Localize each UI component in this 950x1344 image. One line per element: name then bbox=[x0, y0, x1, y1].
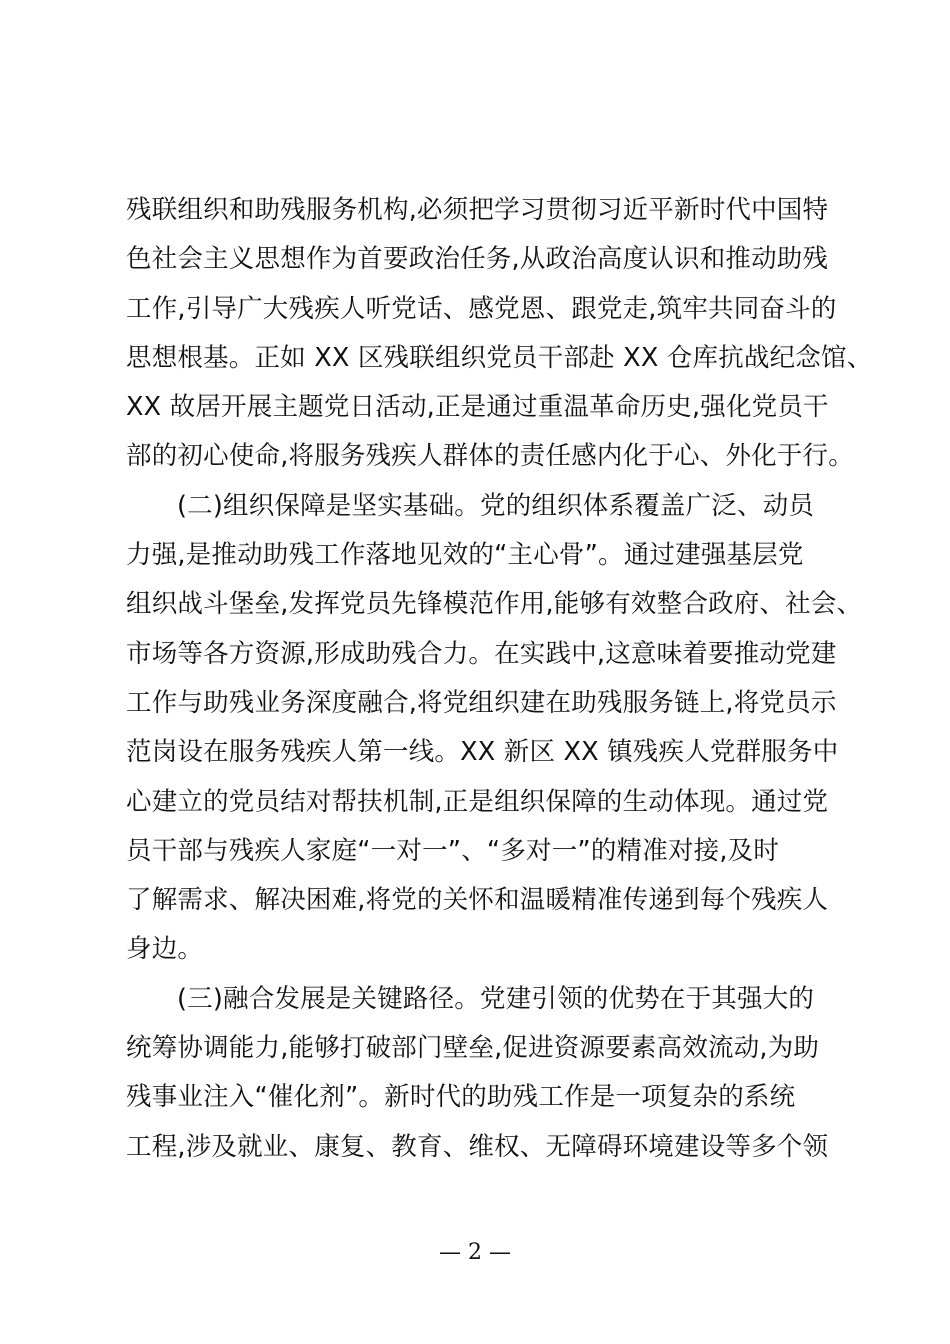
text-line: (三)融合发展是关键路径。党建引领的优势在于其强大的 bbox=[177, 983, 815, 1014]
text-line: 思想根基。正如 XX 区残联组织党员干部赴 XX 仓库抗战纪念馆、 bbox=[126, 342, 873, 373]
text-line: 组织战斗堡垒,发挥党员先锋模范作用,能够有效整合政府、社会、 bbox=[126, 589, 863, 620]
text-line: 心建立的党员结对帮扶机制,正是组织保障的生动体现。通过党 bbox=[126, 786, 829, 817]
text-line: 统筹协调能力,能够打破部门壁垒,促进资源要素高效流动,为助 bbox=[126, 1033, 820, 1064]
text-line: 身边。 bbox=[126, 934, 204, 965]
text-line: 部的初心使命,将服务残疾人群体的责任感内化于心、外化于行。 bbox=[126, 441, 854, 472]
text-line: 员干部与残疾人家庭“一对一”、“多对一”的精准对接,及时 bbox=[126, 835, 780, 866]
text-line: XX 故居开展主题党日活动,正是通过重温革命历史,强化党员干 bbox=[126, 392, 829, 423]
body-text bbox=[126, 186, 873, 1172]
text-line: 范岗设在服务残疾人第一线。XX 新区 XX 镇残疾人党群服务中 bbox=[126, 737, 839, 768]
text-line: 力强,是推动助残工作落地见效的“主心骨”。通过建强基层党 bbox=[126, 540, 804, 571]
text-line: 工作,引导广大残疾人听党话、感党恩、跟党走,筑牢共同奋斗的 bbox=[126, 293, 837, 324]
text-line: 色社会主义思想作为首要政治任务,从政治高度认识和推动助残 bbox=[126, 244, 829, 275]
text-line: 残联组织和助残服务机构,必须把学习贯彻习近平新时代中国特 bbox=[126, 195, 829, 225]
text-line: 了解需求、解决困难,将党的关怀和温暖精准传递到每个残疾人 bbox=[126, 885, 829, 916]
page-number: — 2 — bbox=[439, 1240, 511, 1265]
text-line: (二)组织保障是坚实基础。党的组织体系覆盖广泛、动员 bbox=[177, 490, 815, 521]
text-line: 市场等各方资源,形成助残合力。在实践中,这意味着要推动党建 bbox=[126, 638, 837, 669]
text-line: 工作与助残业务深度融合,将党组织建在助残服务链上,将党员示 bbox=[126, 687, 837, 718]
text-line: 工程,涉及就业、康复、教育、维权、无障碍环境建设等多个领 bbox=[126, 1131, 829, 1162]
text-line: 残事业注入“催化剂”。新时代的助残工作是一项复杂的系统 bbox=[126, 1082, 796, 1113]
